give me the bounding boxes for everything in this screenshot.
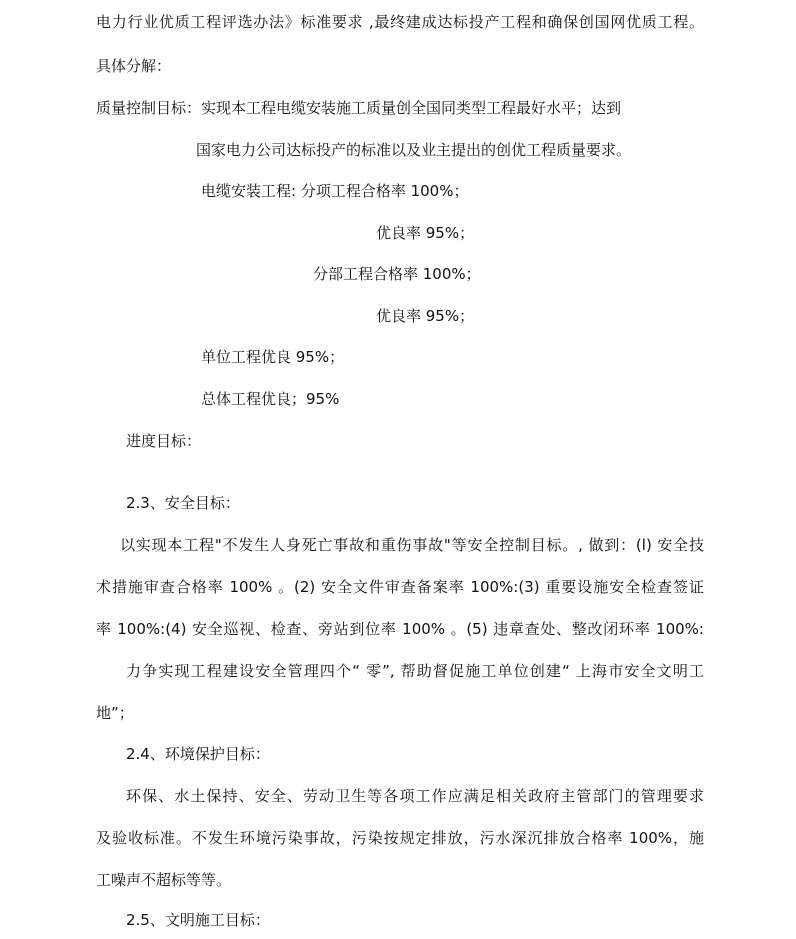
section-heading-2-3: 2.3、安全目标： — [126, 494, 240, 512]
paragraph-line: 以实现本工程"不发生人身死亡事故和重伤事故"等安全控制目标。, 做到：(l) 安全技 — [120, 536, 704, 554]
paragraph-line: 力争实现工程建设安全管理四个“ 零”, 帮助督促施工单位创建“ 上海市安全文明工 — [126, 662, 704, 680]
section-heading-2-5: 2.5、文明施工目标： — [126, 911, 270, 929]
paragraph-line: 及验收标准。不发生环境污染事故，污染按规定排放，污水深沉排放合格率 100%，施 — [96, 829, 704, 847]
quality-target-continuation: 国家电力公司达标投产的标准以及业主提出的创优工程质量要求。 — [196, 141, 632, 159]
cable-install-item: 电缆安装工程: 分项工程合格率 100%； — [201, 182, 469, 200]
section-label: 具体分解： — [96, 57, 172, 75]
paragraph-line: 环保、水土保持、安全、劳动卫生等各项工作应满足相关政府主管部门的管理要求 — [126, 787, 704, 805]
paragraph-line: 地”； — [96, 704, 134, 722]
quality-target-line: 质量控制目标：实现本工程电缆安装施工质量创全国同类型工程最好水平；达到 — [96, 99, 622, 117]
paragraph-line: 术措施审查合格率 100% 。(2) 安全文件审查备案率 100%:(3) 重要设施安全检查签证 — [96, 578, 704, 596]
section-heading-2-4: 2.4、环境保护目标： — [126, 745, 270, 763]
unit-project-item: 单位工程优良 95%； — [201, 348, 345, 366]
division-pass-rate-item: 分部工程合格率 100%； — [313, 265, 481, 283]
paragraph-line: 率 100%:(4) 安全巡视、检查、旁站到位率 100% 。(5) 违章查处、整改闭环率 100%: — [96, 620, 704, 638]
paragraph-line: 工噪声不超标等等。 — [96, 871, 232, 889]
paragraph-line: 电力行业优质工程评选办法》标准要求 ,最终建成达标投产工程和确保创国网优质工程。 — [96, 13, 704, 31]
excellent-rate-item: 优良率 95%； — [376, 224, 475, 242]
excellent-rate-item: 优良率 95%； — [376, 307, 475, 325]
schedule-target-label: 进度目标： — [126, 432, 202, 450]
overall-project-item: 总体工程优良；95% — [201, 390, 340, 408]
